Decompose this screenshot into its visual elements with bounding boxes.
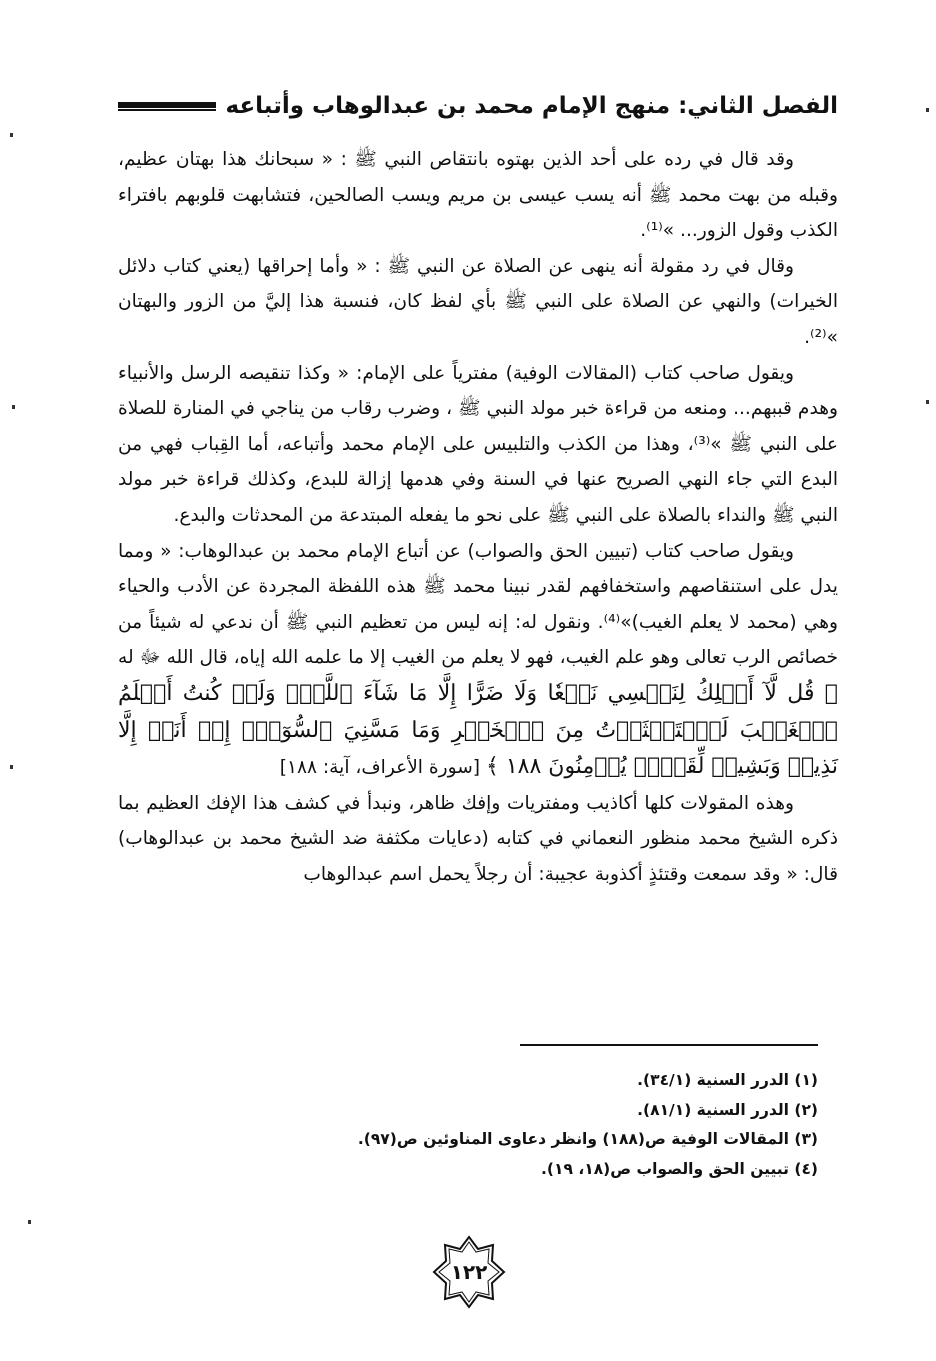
scan-mark — [926, 400, 929, 404]
page-number-ornament — [430, 1233, 508, 1311]
paragraph-1: وقد قال في رده على أحد الذين بهتوه بانتقاص النبي ﷺ : « سبحانك هذا بهتان عظيم، وقبله من بهت محمد ﷺ أنه يسب عيسى بن مريم ويسب الصالحين، فتشابهت قلوبهم بافتراء الكذب وقول الزور... »⁽¹⁾. — [118, 149, 838, 242]
paragraph-4-text: ويقول صاحب كتاب (تبيين الحق والصواب) عن أتباع الإمام محمد بن عبدالوهاب: « ومما يدل على استنقاصهم واستخفافهم لقدر نبينا محمد ﷺ هذه اللفظة المجردة عن الأدب والحياء وهي (محمد لا يعلم الغيب)»⁽⁴⁾. ونقول له: إنه ليس من تعظيم النبي ﷺ أن ندعي له شيئاً من خصائص الرب تعالى وهو علم الغيب، فهو لا يعلم من الغيب إلا ما علمه الله إياه، قال الله ﷻ له — [118, 540, 839, 669]
verse-reference: [سورة الأعراف، آية: ١٨٨] — [279, 757, 481, 779]
paragraph-5: وهذه المقولات كلها أكاذيب ومفتريات وإفك ظاهر، ونبدأ في كشف هذا الإفك العظيم بما ذكره الشيخ محمد منظور النعماني في كتابه (دعايات مكثفة ضد الشيخ محمد بن عبدالوهاب) قال: « وقد سمعت وقتئذٍ أكذوبة عجيبة: أن رجلاً يحمل اسم عبدالوهاب — [118, 792, 838, 885]
paragraph-2: وقال في رد مقولة أنه ينهى عن الصلاة عن النبي ﷺ : « وأما إحراقها (يعني كتاب دلائل الخيرات) والنهي عن الصلاة على النبي ﷺ بأي لفظ كان، فنسبة هذا إليَّ من الزور والبهتان »⁽²⁾. — [118, 255, 838, 348]
footnote-2: (٢) الدرر السنية (٨١/١). — [637, 1100, 818, 1119]
page-number: ١٢٢ — [450, 1260, 488, 1284]
footnote-separator — [520, 1044, 818, 1046]
paragraph-4 — [118, 534, 838, 786]
footnote-4: (٤) تبيين الحق والصواب ص(١٨، ١٩). — [541, 1159, 818, 1178]
running-header — [118, 84, 838, 128]
scan-mark — [10, 765, 13, 769]
chapter-title: الفصل الثاني: منهج الإمام محمد بن عبدالوهاب وأتباعه — [225, 93, 838, 119]
scan-mark — [10, 133, 13, 137]
paragraph-3: ويقول صاحب كتاب (المقالات الوفية) مفترياً على الإمام: « وكذا تنقيصه الرسل والأنبياء وهدم قببهم... ومنعه من قراءة خبر مولد النبي ﷺ ، وضرب رقاب من يناجي في المنارة للصلاة على النبي ﷺ »⁽³⁾، وهذا من الكذب والتلبيس على الإمام محمد وأتباعه، أما القِباب فهي من البدع التي جاء النهي الصريح عنها في السنة وفي هدمها إزالة للبدع، وكذلك قراءة خبر مولد النبي ﷺ والنداء بالصلاة على النبي ﷺ على نحو ما يفعله المبتدعة من المحدثات والبدع. — [118, 362, 838, 526]
quran-verse: ﴿ قُل لَّآ أَمۡلِكُ لِنَفۡسِي نَفۡعٗا وَلَا ضَرًّا إِلَّا مَا شَآءَ ٱللَّهُۚ وَلَوۡ كُنتُ أَعۡلَمُ ٱلۡغَيۡبَ لَٱسۡتَكۡثَرۡتُ مِنَ ٱلۡخَيۡرِ وَمَا مَسَّنِيَ ٱلسُّوٓءُۚ إِنۡ أَنَا۠ إِلَّا نَذِيرٞ وَبَشِيرٞ لِّقَوۡمٖ يُؤۡمِنُونَ ١٨٨ ﴾ — [118, 680, 838, 780]
scan-mark — [926, 108, 929, 112]
footnote-1: (١) الدرر السنية (٣٤/١). — [637, 1071, 818, 1089]
main-text — [118, 142, 838, 892]
footnote-3: (٣) المقالات الوفية ص(١٨٨) وانظر دعاوى المناوئين ص(٩٧). — [357, 1130, 818, 1148]
header-rule — [118, 102, 216, 111]
scan-mark — [28, 1220, 31, 1224]
footnotes — [118, 1066, 818, 1184]
scan-mark — [12, 405, 15, 409]
